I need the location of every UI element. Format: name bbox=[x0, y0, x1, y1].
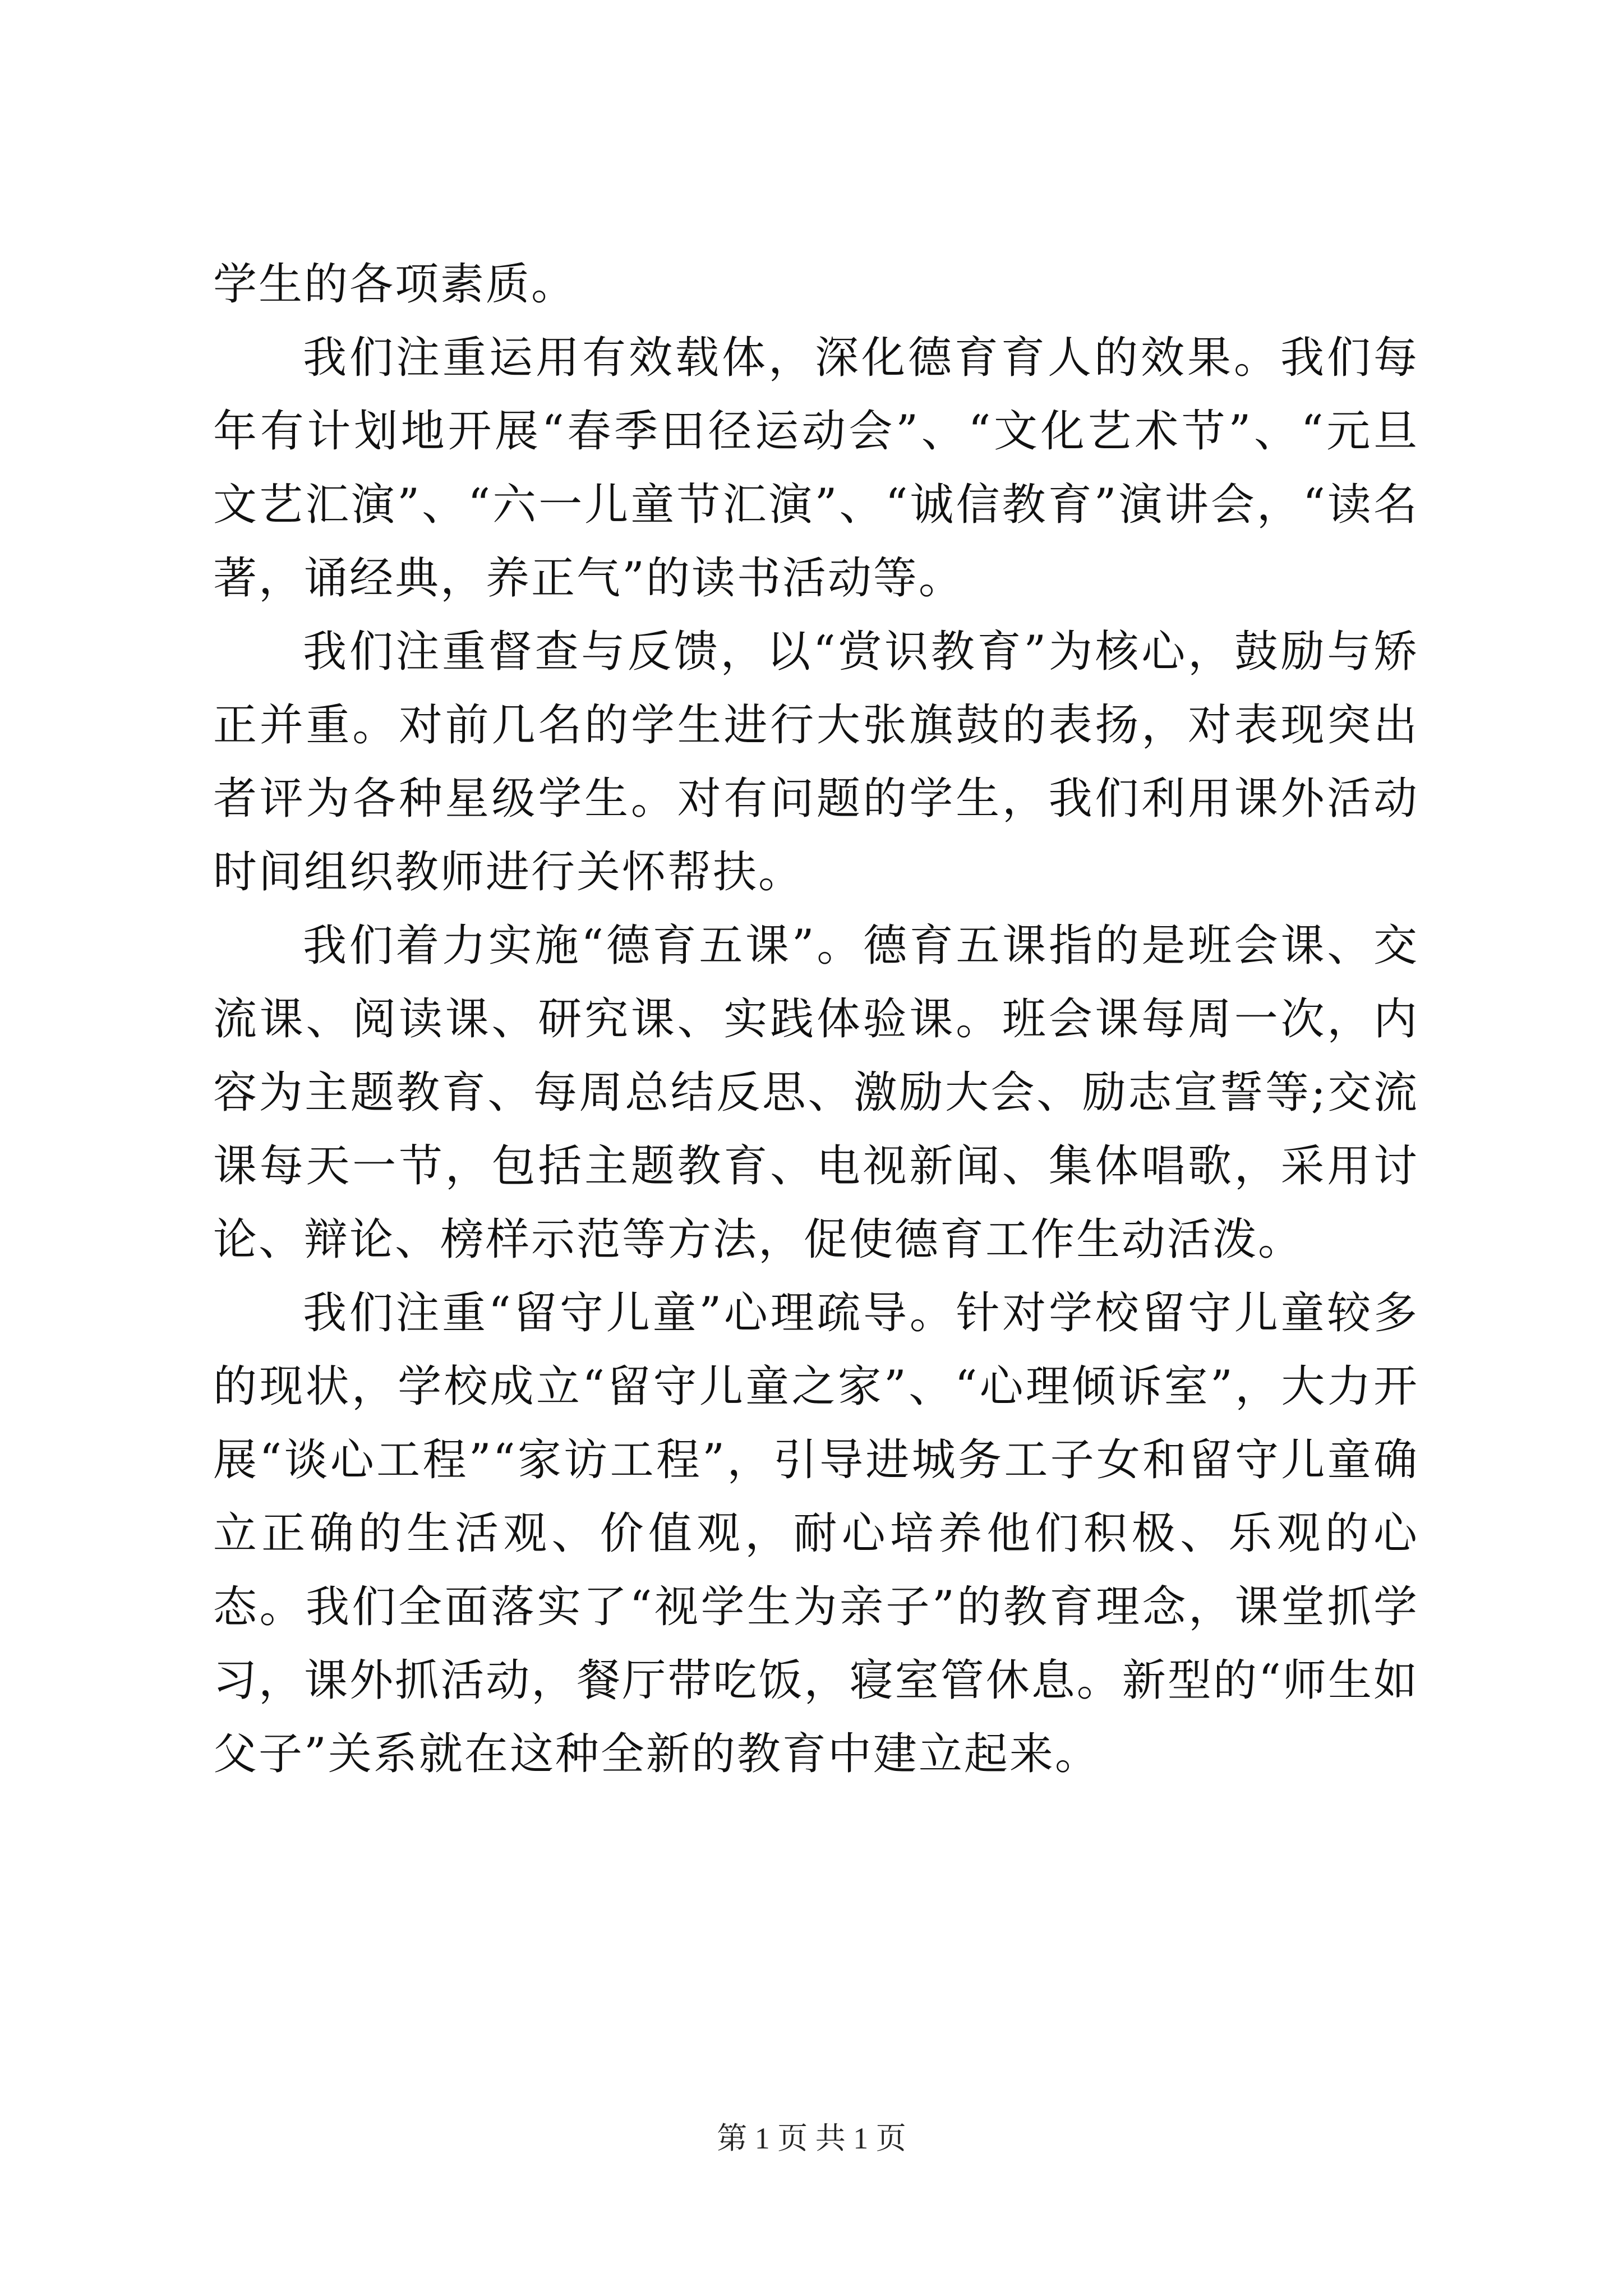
paragraph-2: 我们注重运用有效载体，深化德育育人的效果。我们每年有计划地开展“春季田径运动会”、“文化艺术节”、“元旦文艺汇演”、“六一儿童节汇演”、“诚信教育”演讲会，“读名著，诵经典，养正气”的读书活动等。 bbox=[213, 333, 1419, 604]
paragraph-1: 学生的各项素质。 bbox=[213, 259, 577, 310]
page-number-footer: 第 1 页 共 1 页 bbox=[717, 2122, 906, 2155]
document-body bbox=[213, 248, 1419, 1791]
paragraph-4: 我们着力实施“德育五课”。德育五课指的是班会课、交流课、阅读课、研究课、实践体验课。班会课每周一次，内容为主题教育、每周总结反思、激励大会、励志宣誓等;交流课每天一节，包括主题教育、电视新闻、集体唱歌，采用讨论、辩论、榜样示范等方法，促使德育工作生动活泼。 bbox=[213, 921, 1419, 1265]
paragraph-5: 我们注重“留守儿童”心理疏导。针对学校留守儿童较多的现状，学校成立“留守儿童之家”、“心理倾诉室”，大力开展“谈心工程”“家访工程”，引导进城务工子女和留守儿童确立正确的生活观、价值观，耐心培养他们积极、乐观的心态。我们全面落实了“视学生为亲子”的教育理念，课堂抓学习，课外抓活动，餐厅带吃饭，寝室管休息。新型的“师生如父子”关系就在这种全新的教育中建立起来。 bbox=[213, 1288, 1419, 1779]
paragraph-3: 我们注重督查与反馈，以“赏识教育”为核心，鼓励与矫正并重。对前几名的学生进行大张旗鼓的表扬，对表现突出者评为各种星级学生。对有问题的学生，我们利用课外活动时间组织教师进行关怀帮扶。 bbox=[213, 627, 1419, 898]
